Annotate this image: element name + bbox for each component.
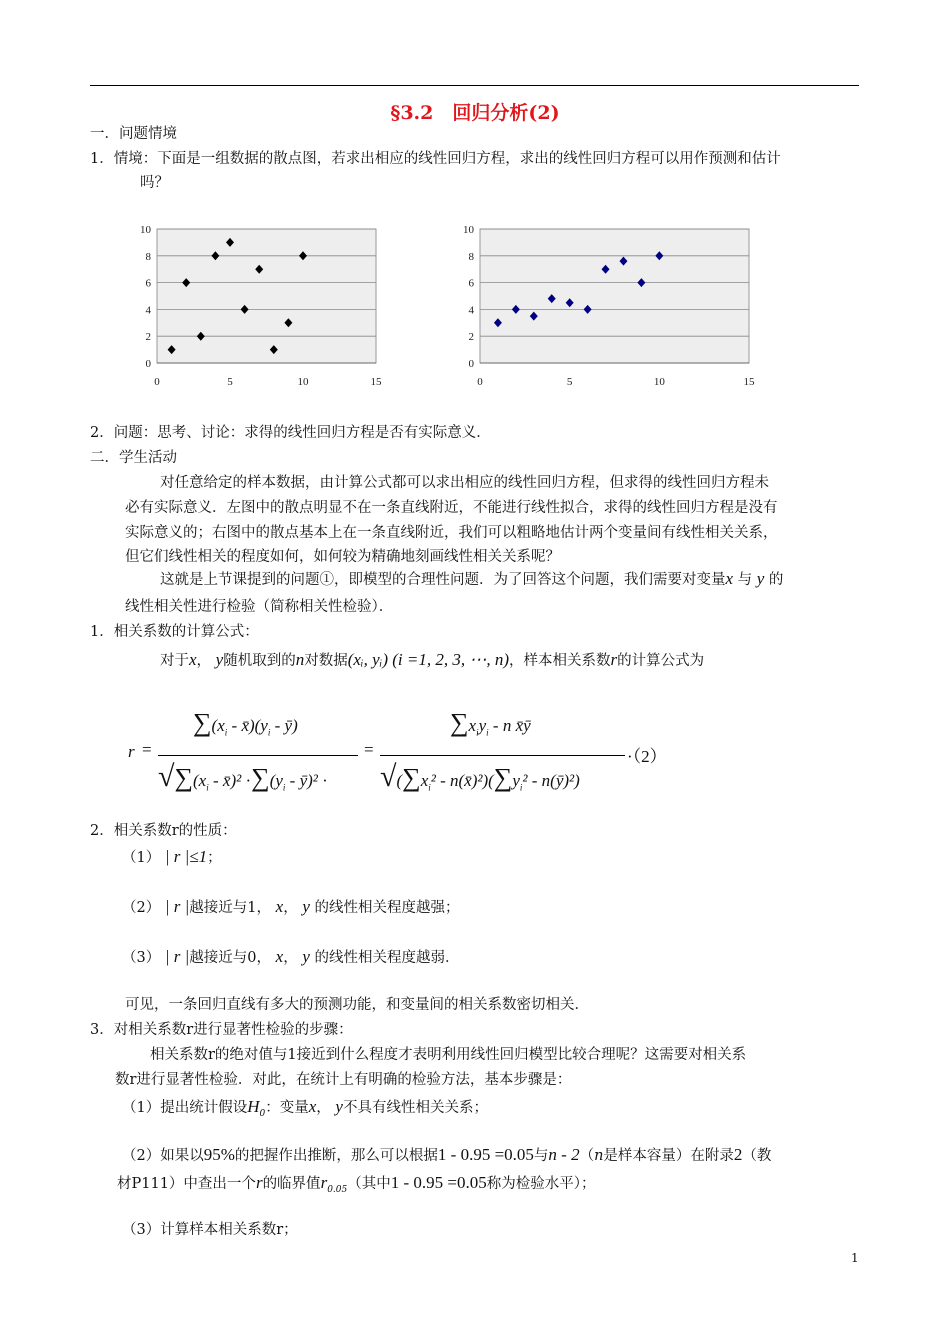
math-var: x bbox=[189, 650, 197, 669]
text: 的把握作出推断，那么可以根据 bbox=[234, 1148, 438, 1164]
y-tick-label: 6 bbox=[468, 277, 474, 290]
text: （其中 bbox=[347, 1176, 391, 1192]
text: 的线性相关程度越强； bbox=[314, 900, 460, 916]
paragraph: 吗？ bbox=[140, 175, 169, 191]
y-tick-label: 2 bbox=[145, 331, 151, 344]
text: ， bbox=[316, 1100, 331, 1116]
denominator-2: $√(\sum x_i^2$ - $n(x̄)^2)(\sum y_i^2$ - n(ȳ)²) bbox=[380, 760, 580, 793]
page-title: §3.2 回归分析(2) bbox=[390, 102, 560, 124]
property-2: （2） | r |越接近与1， x， y 的线性相关程度越强； bbox=[122, 897, 460, 916]
math-expr: 95% bbox=[203, 1145, 235, 1164]
fraction-bar bbox=[380, 755, 625, 756]
paragraph-line: 相关系数r的绝对值与1接近到什么程度才表明利用线性回归模型比较合理呢？这需要对相关系 bbox=[150, 1047, 747, 1063]
text: 与 bbox=[737, 572, 753, 588]
formula-number: ·（2） bbox=[627, 747, 667, 766]
math-var: y bbox=[215, 650, 224, 669]
text: ，样本相关系数 bbox=[509, 653, 611, 669]
paragraph: 2．问题：思考、讨论：求得的线性回归方程是否有实际意义． bbox=[90, 425, 491, 441]
paragraph-line: 对任意给定的样本数据，由计算公式都可以求出相应的线性回归方程，但求得的线性回归方程未 bbox=[160, 475, 769, 491]
math-var: y bbox=[335, 1097, 343, 1116]
subheading: 1．相关系数的计算公式： bbox=[90, 624, 259, 640]
scatter-chart-right bbox=[450, 220, 770, 395]
plot-area bbox=[480, 229, 749, 363]
y-tick-label: 0 bbox=[468, 358, 474, 370]
text: （ bbox=[579, 1148, 595, 1164]
y-tick-label: 10 bbox=[140, 224, 151, 236]
page-number: 1 bbox=[851, 1251, 859, 1265]
x-tick-label: 0 bbox=[154, 376, 160, 388]
math-expr: n - 2 bbox=[548, 1145, 580, 1164]
y-tick-label: 8 bbox=[468, 250, 474, 263]
text: 对于 bbox=[160, 653, 189, 669]
text: ：变量 bbox=[265, 1100, 309, 1116]
formula-eq: = bbox=[364, 740, 374, 759]
property-3: （3） | r |越接近与0， x， y 的线性相关程度越弱． bbox=[122, 947, 460, 966]
math-var: x bbox=[275, 947, 284, 966]
subheading: 2．相关系数r的性质： bbox=[90, 823, 237, 839]
x-tick-label: 5 bbox=[566, 376, 573, 388]
math-sub: 0 bbox=[259, 1108, 266, 1119]
text: 越接近与0， bbox=[189, 950, 272, 966]
text: （3） bbox=[122, 950, 161, 966]
math-var: H bbox=[247, 1097, 260, 1116]
math-expr: 1 - 0.95 =0.05 bbox=[437, 1145, 534, 1164]
section-heading-1: 一．问题情境 bbox=[90, 126, 177, 142]
text: ； bbox=[207, 850, 222, 866]
math-var: x bbox=[308, 1097, 317, 1116]
text: 是样本容量）在附录 bbox=[603, 1148, 734, 1164]
paragraph-line: 必有实际意义．左图中的散点明显不在一条直线附近，不能进行线性拟合，求得的线性回归方程是没有 bbox=[125, 500, 778, 516]
paragraph-line: 数r进行显著性检验．对此，在统计上有明确的检验方法，基本步骤是： bbox=[115, 1072, 572, 1088]
math-var: r bbox=[610, 650, 618, 669]
text: 的计算公式为 bbox=[617, 653, 705, 669]
y-tick-label: 4 bbox=[145, 304, 151, 317]
step-3: （3）计算样本相关系数r； bbox=[122, 1222, 298, 1238]
formula-r: r bbox=[128, 742, 135, 761]
text: 材P111）中查出一个 bbox=[117, 1176, 256, 1192]
text: 与 bbox=[533, 1148, 549, 1164]
y-tick-label: 6 bbox=[145, 277, 151, 290]
math-expr: 1 - 0.95 =0.05 bbox=[390, 1173, 487, 1192]
text: 越接近与1， bbox=[189, 900, 272, 916]
math-var: r bbox=[320, 1173, 328, 1192]
step-1 bbox=[122, 1097, 488, 1124]
section-heading-2: 二．学生活动 bbox=[90, 450, 177, 466]
text: （1） bbox=[122, 850, 161, 866]
y-tick-label: 10 bbox=[463, 224, 474, 236]
x-tick-label: 5 bbox=[227, 376, 233, 388]
denominator-1: $√\sum(x_i$ - x̄)² $\cdot\sum(y_i$ - ȳ)² · bbox=[158, 760, 328, 793]
fraction-bar bbox=[158, 755, 358, 756]
math-expr: 2 bbox=[733, 1145, 743, 1164]
text: 随机取到的 bbox=[223, 653, 296, 669]
math-expr: | r |≤1 bbox=[164, 847, 208, 866]
paragraph-line: 线性相关性进行检验（简称相关性检验）． bbox=[125, 599, 394, 615]
math-var: y bbox=[302, 947, 310, 966]
paragraph: 可见，一条回归直线有多大的预测功能，和变量间的相关系数密切相关． bbox=[125, 997, 589, 1013]
text: （2）如果以 bbox=[122, 1148, 204, 1164]
x-tick-label: 10 bbox=[653, 376, 665, 388]
scatter-chart-left bbox=[130, 220, 390, 395]
step-2-line-2 bbox=[117, 1173, 595, 1200]
formula-intro bbox=[160, 650, 704, 671]
text: 这就是上节课提到的问题①，即模型的合理性问题．为了回答这个问题，我们需要对变量 bbox=[160, 572, 726, 588]
y-tick-label: 0 bbox=[145, 358, 151, 370]
y-tick-label: 2 bbox=[468, 331, 474, 344]
math-var: y bbox=[302, 897, 310, 916]
math-var: n bbox=[295, 650, 305, 669]
text: 称为检验水平）； bbox=[486, 1176, 596, 1192]
text: （2） bbox=[122, 900, 161, 916]
step-2-line-1 bbox=[122, 1145, 771, 1166]
plot-area bbox=[157, 229, 376, 363]
math-var: n bbox=[594, 1148, 604, 1164]
math-expr: | r | bbox=[164, 897, 190, 916]
numerator-2: $\sum x_iy_i$ - n x̄ȳ bbox=[450, 708, 531, 738]
text: ， bbox=[196, 653, 212, 669]
property-1 bbox=[122, 847, 222, 868]
math-var: x bbox=[725, 569, 734, 588]
text: 的线性相关程度越弱． bbox=[314, 950, 460, 966]
text: 的临界值 bbox=[262, 1176, 321, 1192]
x-tick-label: 0 bbox=[477, 376, 483, 388]
math-expr: | r | bbox=[164, 947, 190, 966]
math-sub: 0.05 bbox=[327, 1184, 348, 1195]
text: 的 bbox=[768, 572, 784, 588]
x-tick-label: 15 bbox=[370, 376, 382, 388]
x-tick-label: 10 bbox=[297, 376, 309, 388]
text: 不具有线性相关关系； bbox=[342, 1100, 488, 1116]
paragraph: 1．情境：下面是一组数据的散点图，若求出相应的线性回归方程，求出的线性回归方程可以用作预测和估计 bbox=[90, 151, 781, 167]
paragraph-line: 实际意义的；右图中的散点基本上在一条直线附近，我们可以粗略地估计两个变量间有线性相关关系， bbox=[125, 525, 778, 541]
math-var: y bbox=[756, 569, 765, 588]
y-tick-label: 8 bbox=[145, 250, 151, 263]
x-tick-label: 15 bbox=[743, 376, 755, 388]
formula-eq: = bbox=[142, 740, 152, 759]
numerator-1: $\sum(x_i$ - $x̄)(y_i$ - ȳ) bbox=[193, 708, 298, 738]
math-expr: (xᵢ, yᵢ) (i =1, 2, 3, ⋯, n) bbox=[347, 650, 510, 669]
header-rule bbox=[90, 85, 859, 86]
text: （教 bbox=[742, 1148, 772, 1164]
y-tick-label: 4 bbox=[468, 304, 474, 317]
math-var: x bbox=[275, 897, 284, 916]
subheading: 3．对相关系数r进行显著性检验的步骤： bbox=[90, 1022, 353, 1038]
paragraph-line bbox=[160, 569, 783, 590]
text: 对数据 bbox=[304, 653, 348, 669]
paragraph-line: 但它们线性相关的程度如何，如何较为精确地刻画线性相关关系呢？ bbox=[125, 549, 560, 565]
text: （1）提出统计假设 bbox=[122, 1100, 248, 1116]
math-var: r bbox=[255, 1173, 263, 1192]
